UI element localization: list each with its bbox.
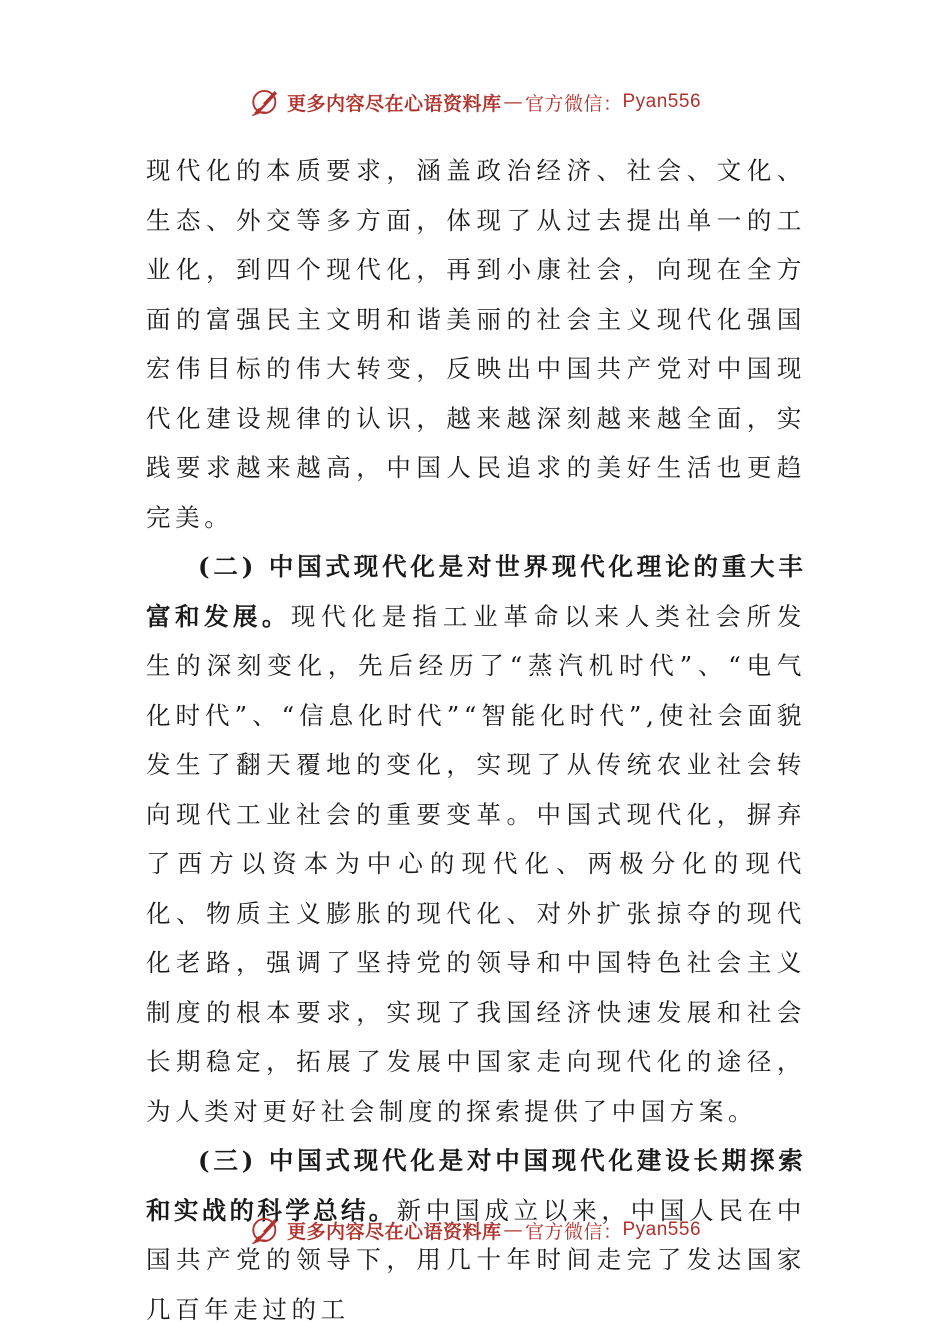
text-line: 现代化，再到小康社会，向现在全方面的富强民主文明和 (146, 255, 806, 334)
text-line: 谐美丽的社会主义现代化强国宏伟目标的伟大转变，反映 (146, 304, 806, 383)
document-body (146, 146, 806, 1334)
watermark-separator: — (503, 1219, 523, 1241)
text-line: 越来越全面，实践要求越来越高，中国人民追求的美好生 (146, 403, 806, 482)
watermark-wechat-id: Pyan556 (622, 91, 702, 112)
section-heading: (三) 中国式现代化是对中国现代化建设长期探索和实战的科学总结。 (146, 1146, 806, 1225)
header-watermark (0, 82, 950, 122)
text-line: 出中国共产党对中国现代化建设规律的认识，越来越深刻 (146, 354, 806, 433)
text-line: 外交等多方面，体现了从过去提出单一的工业化，到四个 (146, 205, 806, 284)
watermark-brand: 更多内容尽在心语资料库 (286, 92, 502, 115)
watermark-wechat-label: 官方微信： (524, 92, 623, 115)
watermark-wechat-id: Pyan556 (622, 1219, 702, 1240)
watermark-wechat-label: 官方微信： (524, 1220, 623, 1243)
text-line: 现代化的本质要求，涵盖政治经济、社会、文化、生态、 (146, 156, 806, 235)
paragraph-section-two (146, 542, 806, 1136)
footer-watermark (0, 1210, 950, 1250)
paragraph-text: 新中国成立以来，中国人民在中国共产党的领导下，用几十年时间走完了发达国家几百年走过的工 (146, 1195, 806, 1324)
paragraph-text: 现代化是指工业革命以来人类社会所发生的深刻变化，先后经历了“蒸汽机时代”、“电气化时代”、“信息化时代”“智能化时代”,使社会面貌发生了翻天覆地的变化，实现了从传统农业社会转向现代工业社会的重要变革。中国式现代化，摒弃了西方以资本为中心的现代化、两极分化的现代化、物质主义膨胀的现代化、对外扩张掠夺的现代化老路，强调了坚持党的领导和中国特色社会主义制度的根本要求，实现了我国经济快速发展和社会长期稳定，拓展了发展中国家走向现代化的途径，为人类对更好社会制度的探索提供了中国方案。 (146, 601, 807, 1126)
pen-quill-logo-icon (249, 1213, 283, 1247)
paragraph-continued (146, 146, 806, 542)
section-heading: (二) 中国式现代化是对世界现代化理论的重大丰富和发展。 (146, 552, 806, 631)
pen-quill-logo-icon (249, 85, 283, 119)
text-line: 活也更趋完美。 (146, 453, 806, 532)
watermark-separator: — (503, 91, 523, 113)
watermark-brand: 更多内容尽在心语资料库 (286, 1220, 502, 1243)
